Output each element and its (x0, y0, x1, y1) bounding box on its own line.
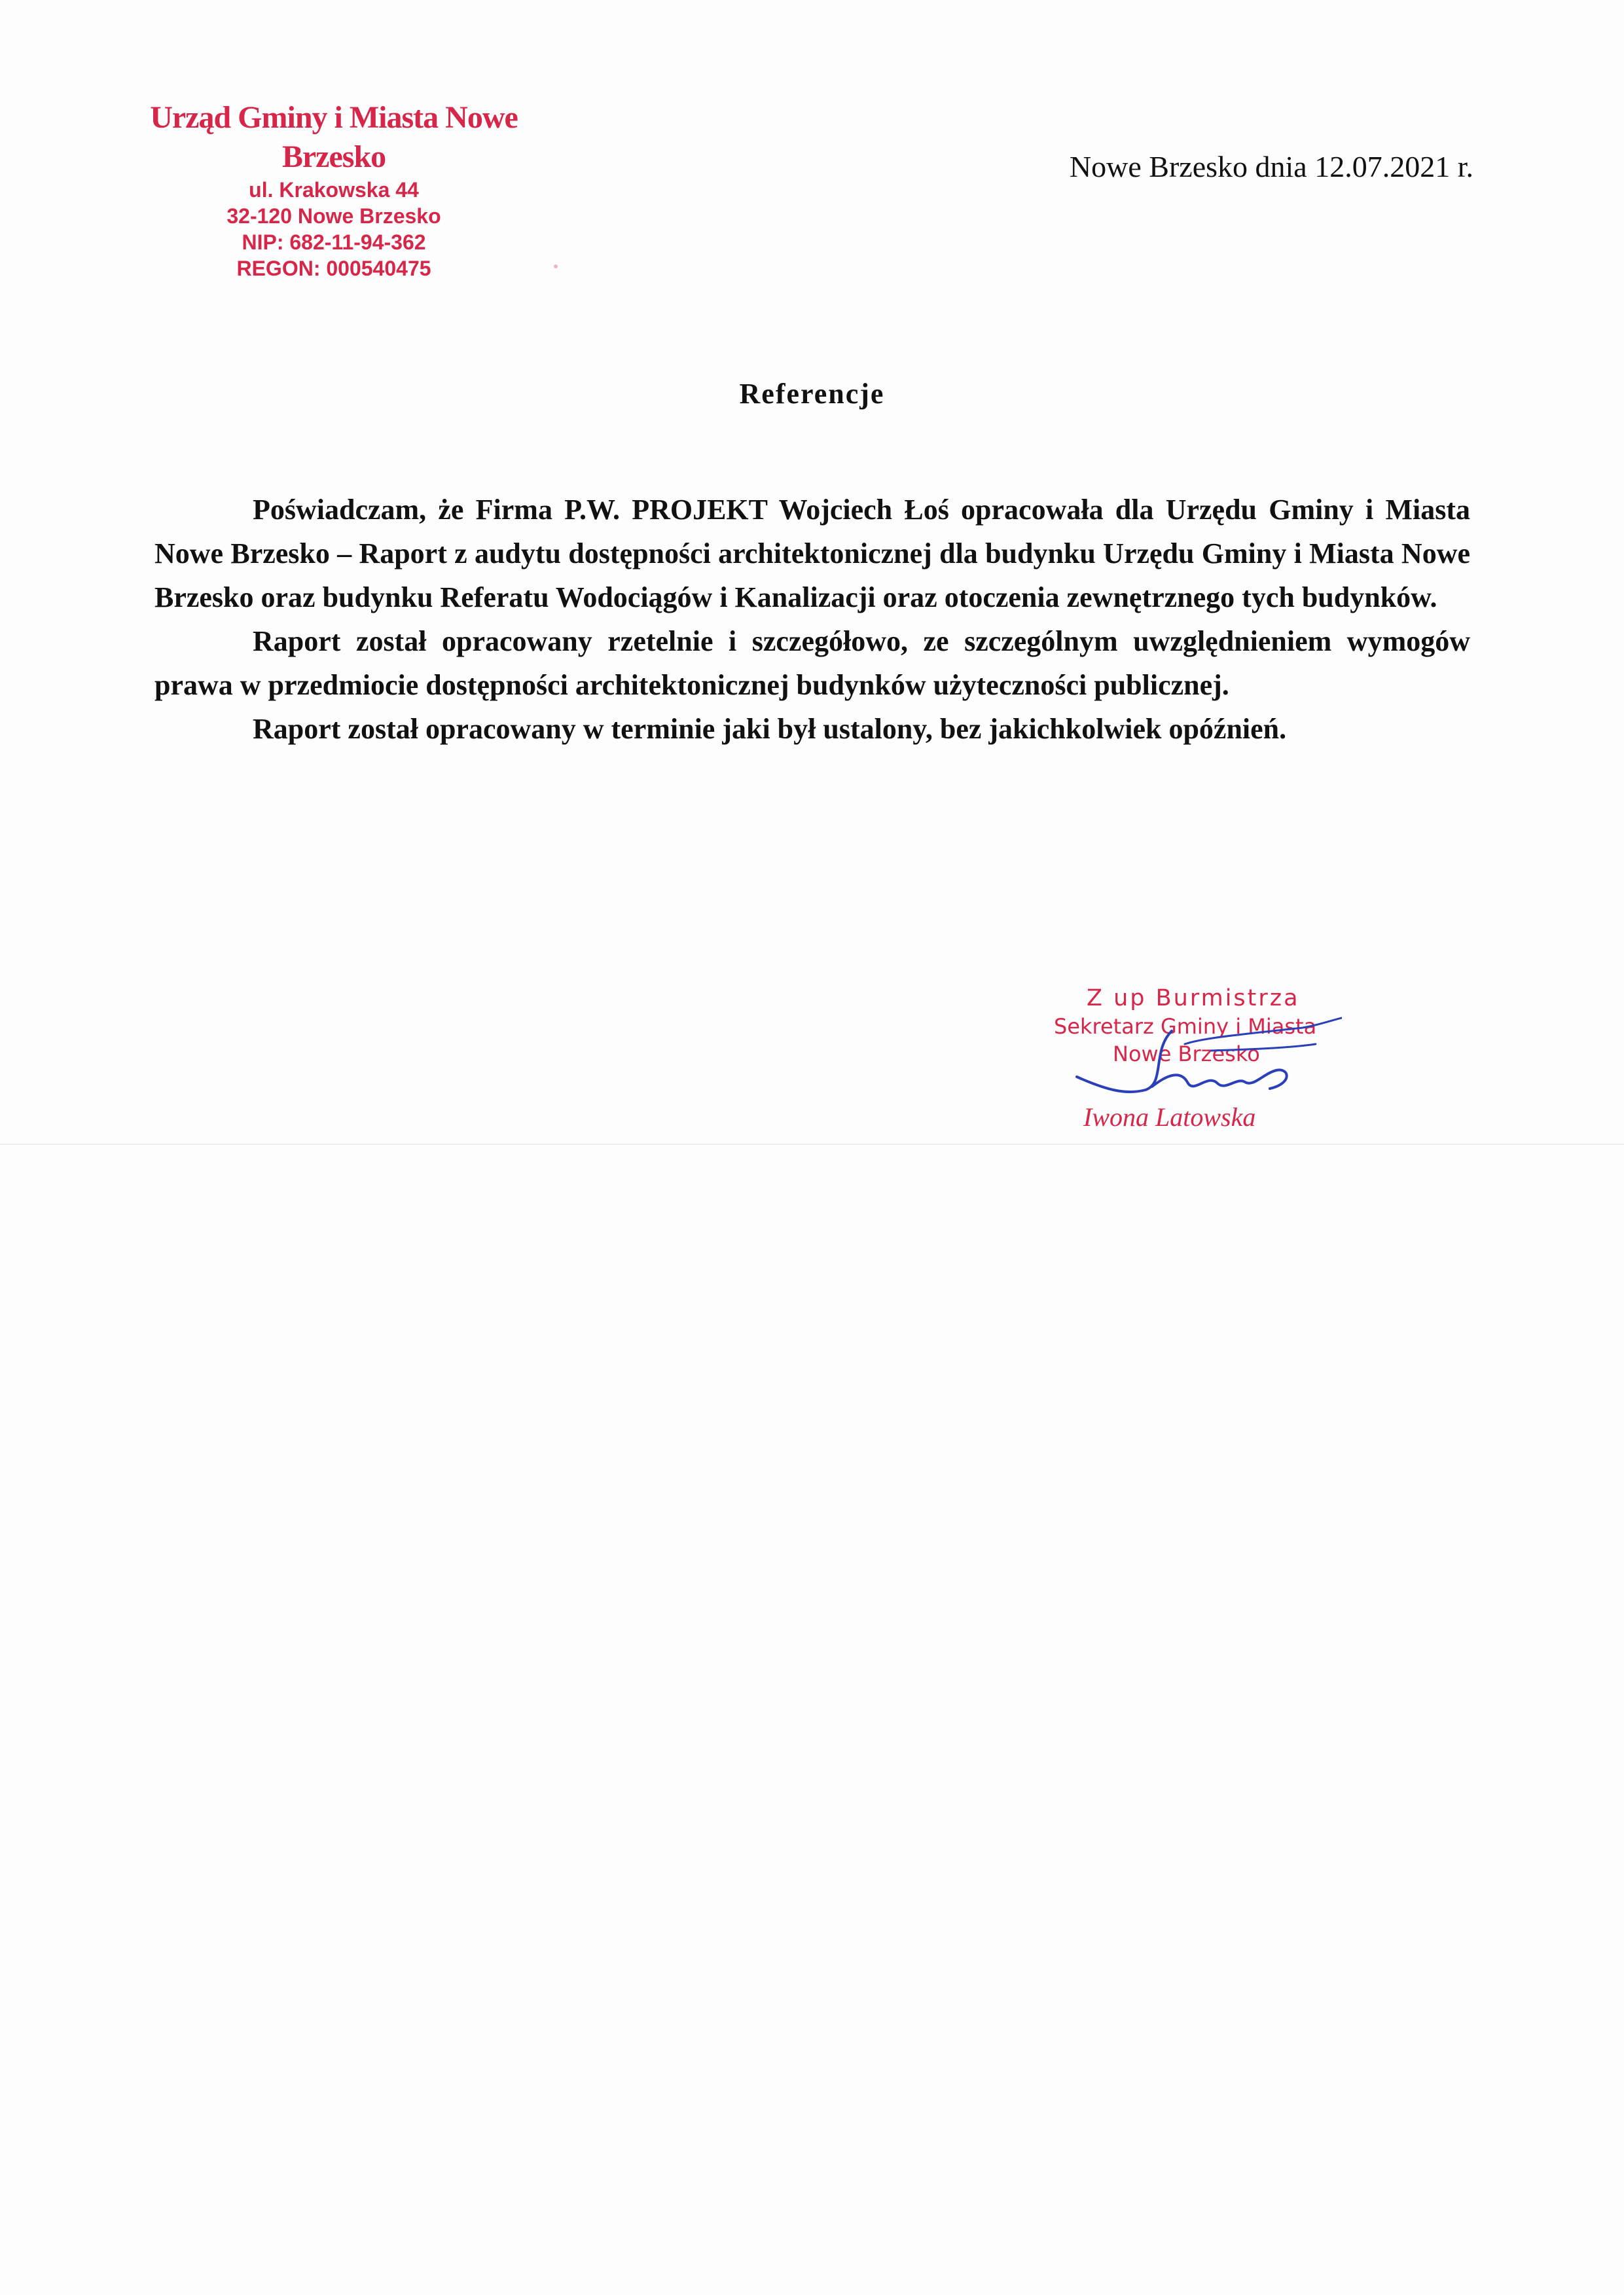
date-line: Nowe Brzesko dnia 12.07.2021 r. (1069, 150, 1473, 183)
signature-stamp (1054, 985, 1342, 1142)
paragraph-1: Poświadczam, że Firma P.W. PROJEKT Wojciech Łoś opracowała dla Urzędu Gminy i Miasta Nowe Brzesko – Raport z audytu dostępności architektonicznej dla budynku Urzędu Gminy i Miasta Nowe Brzesko oraz budynku Referatu Wodociągów i Kanalizacji oraz otoczenia zewnętrznego tych budynków. (154, 494, 1470, 613)
paragraph-3: Raport został opracowany w terminie jaki był ustalony, bez jakichkolwiek opóźnień. (253, 713, 1287, 745)
sender-organization: Urząd Gminy i Miasta Nowe Brzesko (150, 100, 518, 174)
document-body (154, 488, 1470, 751)
paragraph-2: Raport został opracowany rzetelnie i szczegółowo, ze szczególnym uwzględnieniem wymogów prawa w przedmiocie dostępności architektonicznej budynków użyteczności publicznej. (154, 625, 1470, 701)
sender-stamp (98, 98, 569, 281)
fold-line (0, 1144, 1624, 1145)
signatory-name: Iwona Latowska (1083, 1102, 1256, 1132)
sender-street: ul. Krakowska 44 (249, 178, 419, 202)
sender-postal: 32-120 Nowe Brzesko (226, 204, 441, 228)
sender-regon: REGON: 000540475 (236, 257, 431, 280)
document-title: Referencje (739, 378, 885, 410)
paper-speck (554, 264, 558, 268)
signature-line-1: Z up Burmistrza (1087, 985, 1300, 1011)
signature-line-2: Sekretarz Gminy i Miasta (1054, 1014, 1317, 1039)
handwritten-signature (1054, 1011, 1342, 1103)
signature-line-3: Nowe Brzesko (1113, 1041, 1260, 1066)
sender-nip: NIP: 682-11-94-362 (242, 230, 426, 254)
